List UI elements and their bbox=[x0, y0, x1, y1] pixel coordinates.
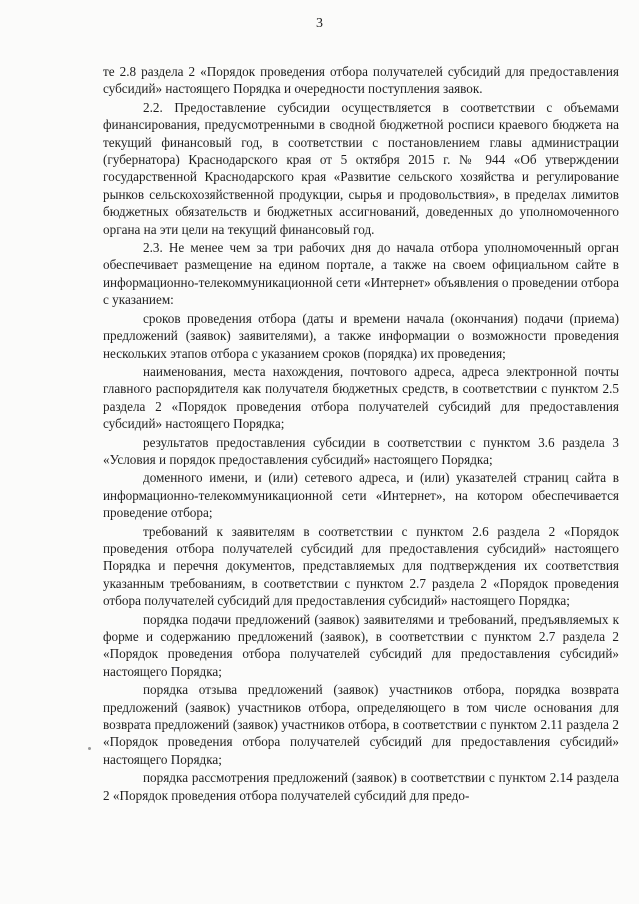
list-item-domain: доменного имени, и (или) сетевого адреса, и (или) указателей страниц сайта в информационно-телекоммуникационной сети «Интернет», на котором обеспечивается проведение отбора; bbox=[103, 470, 619, 521]
list-item-names: наименования, места нахождения, почтового адреса, адреса электронной почты главного распорядителя как получателя бюджетных средств, в соответствии с пунктом 2.5 раздела 2 «Порядок проведения отбора получателей субсидий для предоставления субсидий» настоящего Порядка; bbox=[103, 363, 619, 432]
list-item-deadlines: сроков проведения отбора (даты и времени начала (окончания) подачи (приема) предложений (заявок) заявителями), а также информации о возможности проведения нескольких этапов отбора с указанием сроков (порядка) их проведения; bbox=[103, 310, 619, 361]
list-item-withdrawal-order: порядка отзыва предложений (заявок) участников отбора, порядка возврата предложений (заявок) участников отбора, определяющего в том числе основания для возврата предложений (заявок) участников отбора, в соответствии с пунктом 2.11 раздела 2 «Порядок проведения отбора получателей субсидий для предоставления субсидий» настоящего Порядка; bbox=[103, 682, 619, 767]
list-item-requirements: требований к заявителям в соответствии с пунктом 2.6 раздела 2 «Порядок проведения отбора получателей субсидий для предоставления субсидий» настоящего Порядка и перечня документов, представляемых для подтверждения их соответствия указанным требованиям, в соответствии с пунктом 2.7 раздела 2 «Порядок проведения отбора получателей субсидий для предоставления субсидий» настоящего Порядка; bbox=[103, 523, 619, 609]
paragraph-2-2: 2.2. Предоставление субсидии осуществляется в соответствии с объемами финансирования, предусмотренными в сводной бюджетной росписи краевого бюджета на текущий финансовый год, в соответствии с постановлением главы администрации (губернатора) Краснодарского края от 5 октября 2015 г. № 944 «Об утверждении государственной Краснодарского края «Развитие сельского хозяйства и регулирование рынков сельскохозяйственной продукции, сырья и продовольствия», в пределах лимитов бюджетных обязательств и бюджетных ассигнований, доведенных до уполномоченного органа на эти цели на текущий финансовый год. bbox=[103, 99, 619, 237]
list-item-results: результатов предоставления субсидии в соответствии с пунктом 3.6 раздела 3 «Условия и порядок предоставления субсидий» настоящего Порядка; bbox=[103, 434, 619, 467]
list-item-submission-order: порядка подачи предложений (заявок) заявителями и требований, предъявляемых к форме и содержанию предложений (заявок), в соответствии с пунктом 2.7 раздела 2 «Порядок проведения отбора получателей субсидий для предоставления субсидий» настоящего Порядка; bbox=[103, 611, 619, 679]
document-body bbox=[103, 63, 619, 805]
paragraph-continuation: те 2.8 раздела 2 «Порядок проведения отбора получателей субсидий для предоставления субсидий» настоящего Порядка и очередности поступления заявок. bbox=[103, 64, 619, 97]
paragraph-2-3: 2.3. Не менее чем за три рабочих дня до начала отбора уполномоченный орган обеспечивает размещение на едином портале, а также на своем официальном сайте в информационно-телекоммуникационной сети «Интернет» объявления о проведении отбора с указанием: bbox=[103, 240, 619, 308]
page-number: 3 bbox=[316, 16, 323, 31]
list-item-review-order: порядка рассмотрения предложений (заявок) в соответствии с пунктом 2.14 раздела 2 «Порядок проведения отбора получателей субсидий для предо- bbox=[103, 770, 619, 803]
scan-speck bbox=[88, 747, 91, 750]
